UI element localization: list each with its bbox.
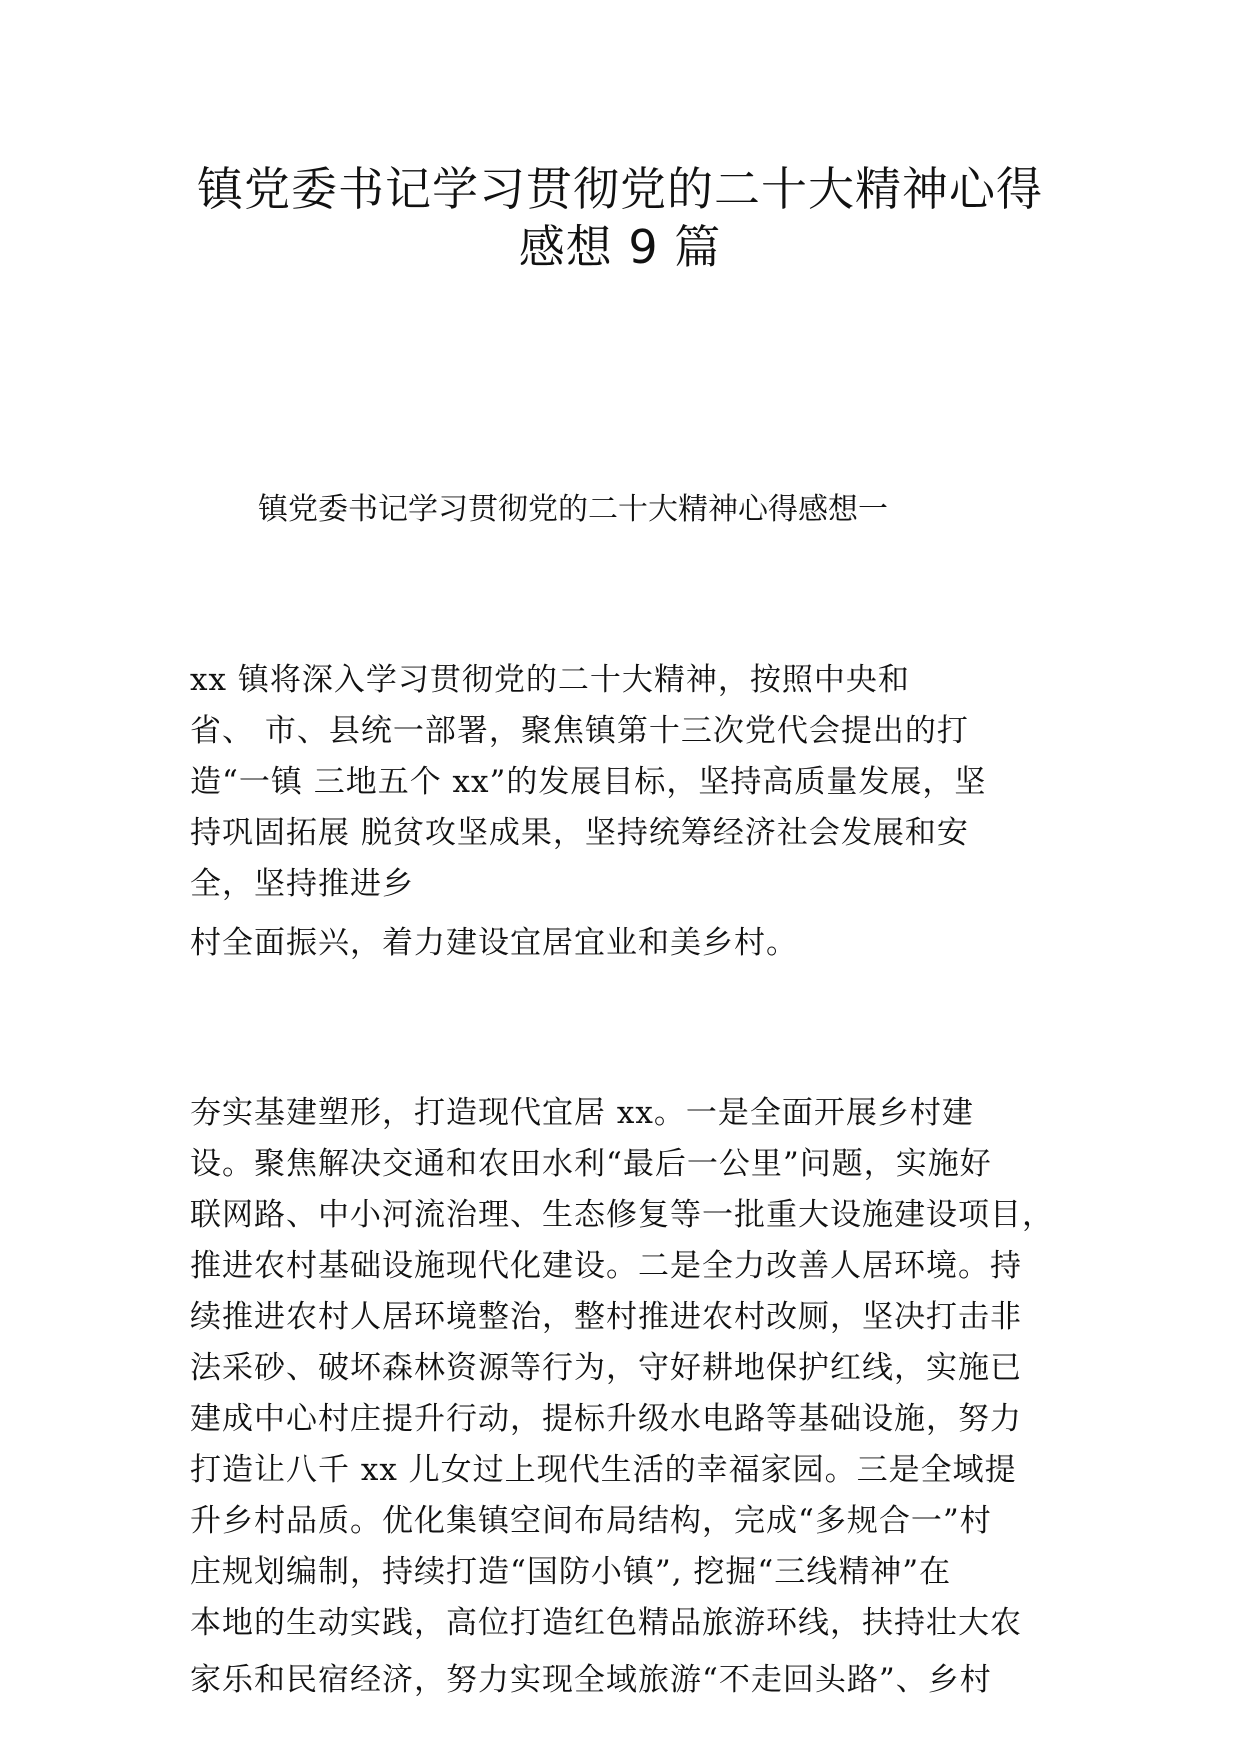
paragraph-1-tail: 村全面振兴，着力建设宜居宜业和美乡村。 <box>190 925 798 961</box>
document-title <box>0 160 1240 276</box>
paragraph-1-line: 全，坚持推进乡 <box>190 866 414 902</box>
paragraph-1-line: 持巩固拓展 脱贫攻坚成果，坚持统筹经济社会发展和安 <box>190 815 969 851</box>
paragraph-1-line: 省、 市、县统一部署，聚焦镇第十三次党代会提出的打 <box>190 713 969 749</box>
paragraph-1-continuation <box>190 918 1070 969</box>
paragraph-2-line: 联网路、中小河流治理、生态修复等一批重大设施建设项目， <box>190 1197 1054 1233</box>
section-heading: 镇党委书记学习贯彻党的二十大精神心得感想一 <box>258 492 888 527</box>
paragraph-2-line: 建成中心村庄提升行动，提标升级水电路等基础设施，努力 <box>190 1401 1022 1437</box>
paragraph-1-line: xx 镇将深入学习贯彻党的二十大精神，按照中央和 <box>190 662 910 698</box>
paragraph-2-line: 升乡村品质。优化集镇空间布局结构，完成“多规合一”村 <box>190 1503 992 1539</box>
title-line-2: 感想 9 篇 <box>518 220 722 274</box>
paragraph-2-line: 设。聚焦解决交通和农田水利“最后一公里”问题，实施好 <box>190 1146 992 1182</box>
paragraph-2-line: 庄规划编制，持续打造“国防小镇”, 挖掘“三线精神”在 <box>190 1554 952 1590</box>
paragraph-2-line: 推进农村基础设施现代化建设。二是全力改善人居环境。持 <box>190 1248 1022 1284</box>
title-line-1: 镇党委书记学习贯彻党的二十大精神心得 <box>197 162 1043 216</box>
paragraph-2-line: 家乐和民宿经济，努力实现全域旅游“不走回头路”、乡村 <box>190 1662 992 1698</box>
paragraph-2-line: 法采砂、破坏森林资源等行为，守好耕地保护红线，实施已 <box>190 1350 1022 1386</box>
paragraph-2-line: 本地的生动实践，高位打造红色精品旅游环线，扶持壮大农 <box>190 1605 1022 1641</box>
paragraph-2-line: 续推进农村人居环境整治，整村推进农村改厕，坚决打击非 <box>190 1299 1022 1335</box>
paragraph-2 <box>190 1088 1070 1706</box>
paragraph-2-line: 夯实基建塑形，打造现代宜居 xx。一是全面开展乡村建 <box>190 1095 974 1131</box>
paragraph-1-line: 造“一镇 三地五个 xx”的发展目标，坚持高质量发展，坚 <box>190 764 987 800</box>
paragraph-2-line: 打造让八千 xx 儿女过上现代生活的幸福家园。三是全域提 <box>190 1452 1017 1488</box>
paragraph-1 <box>190 655 1070 910</box>
